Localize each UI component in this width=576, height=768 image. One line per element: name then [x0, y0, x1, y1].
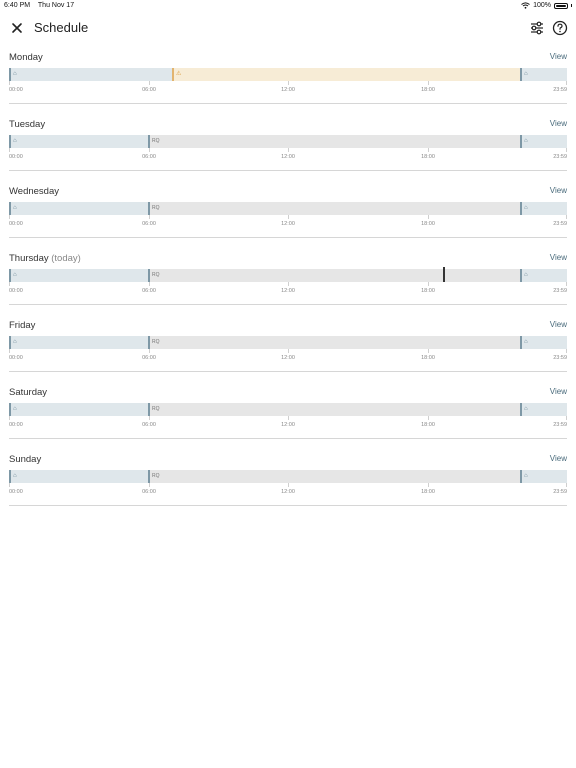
tick-label: 06:00	[142, 221, 156, 227]
tick-mark	[566, 349, 567, 353]
transition-marker[interactable]	[9, 68, 11, 81]
home-icon: ⌂	[13, 339, 17, 345]
tick-mark	[149, 81, 150, 85]
tick-label: 23:59	[553, 87, 567, 93]
tick-label: 00:00	[9, 154, 23, 160]
home-segment	[9, 403, 148, 416]
home-icon: ⌂	[524, 406, 528, 412]
help-icon	[551, 19, 569, 37]
tick-label: 00:00	[9, 288, 23, 294]
page-title: Schedule	[34, 20, 89, 35]
status-date: Thu Nov 17	[37, 2, 75, 9]
tick-label: 23:59	[553, 221, 567, 227]
tick-mark	[9, 483, 10, 487]
view-link[interactable]: View	[549, 454, 567, 463]
tick-label: 12:00	[281, 489, 295, 495]
day-name-label: Friday	[9, 320, 36, 331]
day-name	[9, 253, 81, 264]
home-icon: ⌂	[13, 138, 17, 144]
tick-label: 06:00	[142, 87, 156, 93]
home-segment	[9, 202, 148, 215]
away-segment	[172, 68, 520, 81]
today-label: (today)	[51, 253, 81, 264]
schedule-timeline[interactable]	[9, 403, 567, 416]
tick-mark	[9, 282, 10, 286]
day-row-tuesday	[9, 119, 567, 186]
divider	[9, 505, 567, 506]
tick-label: 06:00	[142, 288, 156, 294]
tick-label: 00:00	[9, 87, 23, 93]
view-link[interactable]: View	[549, 186, 567, 195]
divider	[9, 237, 567, 238]
tick-mark	[288, 148, 289, 152]
day-row-sunday	[9, 454, 567, 521]
divider	[9, 304, 567, 305]
home-segment	[9, 470, 148, 483]
transition-marker[interactable]	[520, 68, 522, 81]
day-name	[9, 186, 59, 197]
segment-label: RQ	[152, 406, 160, 412]
day-name	[9, 387, 47, 398]
transition-marker[interactable]	[520, 202, 522, 215]
close-icon	[8, 19, 26, 37]
day-row-thursday	[9, 253, 567, 320]
tick-mark	[566, 81, 567, 85]
home-icon: ⌂	[13, 473, 17, 479]
segment-label: RQ	[152, 272, 160, 278]
schedule-timeline[interactable]	[9, 336, 567, 349]
transition-marker[interactable]	[9, 269, 11, 282]
transition-marker[interactable]	[148, 269, 150, 282]
day-row-saturday	[9, 387, 567, 454]
home-icon: ⌂	[13, 272, 17, 278]
home-icon: ⌂	[524, 205, 528, 211]
tick-label: 23:59	[553, 355, 567, 361]
divider	[9, 371, 567, 372]
view-link[interactable]: View	[549, 320, 567, 329]
transition-marker[interactable]	[148, 470, 150, 483]
view-link[interactable]: View	[549, 253, 567, 262]
day-name	[9, 119, 45, 130]
day-name-label: Sunday	[9, 454, 42, 465]
tick-mark	[428, 282, 429, 286]
tick-mark	[288, 349, 289, 353]
tick-label: 12:00	[281, 288, 295, 294]
day-name-label: Monday	[9, 52, 43, 63]
tick-label: 06:00	[142, 489, 156, 495]
current-time-indicator	[443, 267, 445, 282]
segment-label: RQ	[152, 138, 160, 144]
tick-label: 18:00	[421, 422, 435, 428]
battery-icon	[554, 3, 568, 9]
view-link[interactable]: View	[549, 387, 567, 396]
transition-marker[interactable]	[9, 135, 11, 148]
help-button[interactable]	[551, 19, 569, 37]
tick-label: 00:00	[9, 422, 23, 428]
day-name-label: Saturday	[9, 387, 48, 398]
tick-label: 23:59	[553, 154, 567, 160]
home-segment	[9, 135, 148, 148]
home-icon: ⌂	[13, 71, 17, 77]
schedule-timeline[interactable]	[9, 202, 567, 215]
close-button[interactable]	[8, 19, 26, 37]
tick-mark	[566, 282, 567, 286]
transition-marker[interactable]	[148, 135, 150, 148]
day-name-label: Thursday	[9, 253, 49, 264]
tick-mark	[149, 416, 150, 420]
home-icon: ⌂	[524, 339, 528, 345]
day-name-label: Wednesday	[9, 186, 59, 197]
tick-mark	[428, 483, 429, 487]
tick-mark	[288, 416, 289, 420]
tick-mark	[9, 215, 10, 219]
battery-cap	[571, 4, 572, 7]
sliders-icon	[528, 19, 546, 37]
divider	[9, 438, 567, 439]
transition-marker[interactable]	[9, 470, 11, 483]
transition-marker[interactable]	[148, 202, 150, 215]
schedule-timeline[interactable]	[9, 470, 567, 483]
transition-marker[interactable]	[520, 470, 522, 483]
tick-mark	[9, 349, 10, 353]
day-row-wednesday	[9, 186, 567, 253]
tick-label: 18:00	[421, 221, 435, 227]
view-link[interactable]: View	[549, 52, 567, 61]
home-segment	[9, 336, 148, 349]
tick-label: 18:00	[421, 288, 435, 294]
transition-marker[interactable]	[520, 336, 522, 349]
transition-marker[interactable]	[148, 336, 150, 349]
tick-mark	[566, 148, 567, 152]
day-row-monday	[9, 52, 567, 119]
tick-label: 12:00	[281, 154, 295, 160]
home-segment	[9, 68, 172, 81]
tick-mark	[288, 483, 289, 487]
day-name	[9, 52, 43, 63]
tick-label: 18:00	[421, 489, 435, 495]
segment-label: RQ	[152, 205, 160, 211]
tick-label: 06:00	[142, 355, 156, 361]
tick-mark	[9, 416, 10, 420]
tick-mark	[428, 148, 429, 152]
tick-mark	[9, 148, 10, 152]
nav-bar	[0, 14, 576, 42]
view-link[interactable]: View	[549, 119, 567, 128]
tick-label: 00:00	[9, 221, 23, 227]
divider	[9, 103, 567, 104]
tick-mark	[288, 81, 289, 85]
segment-label: RQ	[152, 339, 160, 345]
tick-label: 00:00	[9, 355, 23, 361]
transition-marker[interactable]	[520, 269, 522, 282]
day-row-friday	[9, 320, 567, 387]
home-icon: ⌂	[13, 205, 17, 211]
battery-percent: 100%	[533, 2, 551, 9]
tick-label: 18:00	[421, 355, 435, 361]
tick-label: 18:00	[421, 154, 435, 160]
home-icon: ⌂	[524, 71, 528, 77]
transition-marker[interactable]	[148, 403, 150, 416]
transition-marker[interactable]	[9, 336, 11, 349]
transition-marker[interactable]	[9, 403, 11, 416]
tick-mark	[149, 349, 150, 353]
tick-mark	[288, 215, 289, 219]
tick-label: 00:00	[9, 489, 23, 495]
segment-label: RQ	[152, 473, 160, 479]
tick-label: 23:59	[553, 422, 567, 428]
transition-marker[interactable]	[9, 202, 11, 215]
tick-mark	[9, 81, 10, 85]
schedule-timeline[interactable]	[9, 135, 567, 148]
tick-label: 23:59	[553, 288, 567, 294]
tick-label: 12:00	[281, 221, 295, 227]
tick-mark	[288, 282, 289, 286]
schedule-timeline[interactable]	[9, 68, 567, 81]
tick-label: 12:00	[281, 87, 295, 93]
filter-button[interactable]	[528, 19, 546, 37]
tick-label: 06:00	[142, 422, 156, 428]
tick-mark	[149, 215, 150, 219]
home-icon: ⌂	[13, 406, 17, 412]
status-time: 6:40 PM	[4, 2, 31, 9]
day-name-label: Tuesday	[9, 119, 46, 130]
tick-label: 06:00	[142, 154, 156, 160]
tick-mark	[149, 483, 150, 487]
day-name	[9, 320, 35, 331]
home-icon: ⌂	[524, 138, 528, 144]
day-name	[9, 454, 41, 465]
wifi-icon	[521, 2, 530, 9]
home-icon: ⌂	[524, 272, 528, 278]
home-segment	[9, 269, 148, 282]
tick-mark	[566, 483, 567, 487]
tick-mark	[149, 282, 150, 286]
status-bar	[0, 0, 576, 14]
tick-mark	[428, 215, 429, 219]
tick-mark	[428, 349, 429, 353]
divider	[9, 170, 567, 171]
tick-mark	[428, 81, 429, 85]
transition-marker[interactable]	[520, 135, 522, 148]
tick-label: 23:59	[553, 489, 567, 495]
tick-mark	[566, 416, 567, 420]
tick-mark	[149, 148, 150, 152]
tick-label: 12:00	[281, 422, 295, 428]
tick-mark	[428, 416, 429, 420]
tick-mark	[566, 215, 567, 219]
away-icon: ⚠	[176, 71, 182, 77]
tick-label: 12:00	[281, 355, 295, 361]
transition-marker[interactable]	[172, 68, 174, 81]
schedule-timeline[interactable]	[9, 269, 567, 282]
transition-marker[interactable]	[520, 403, 522, 416]
tick-label: 18:00	[421, 87, 435, 93]
home-icon: ⌂	[524, 473, 528, 479]
